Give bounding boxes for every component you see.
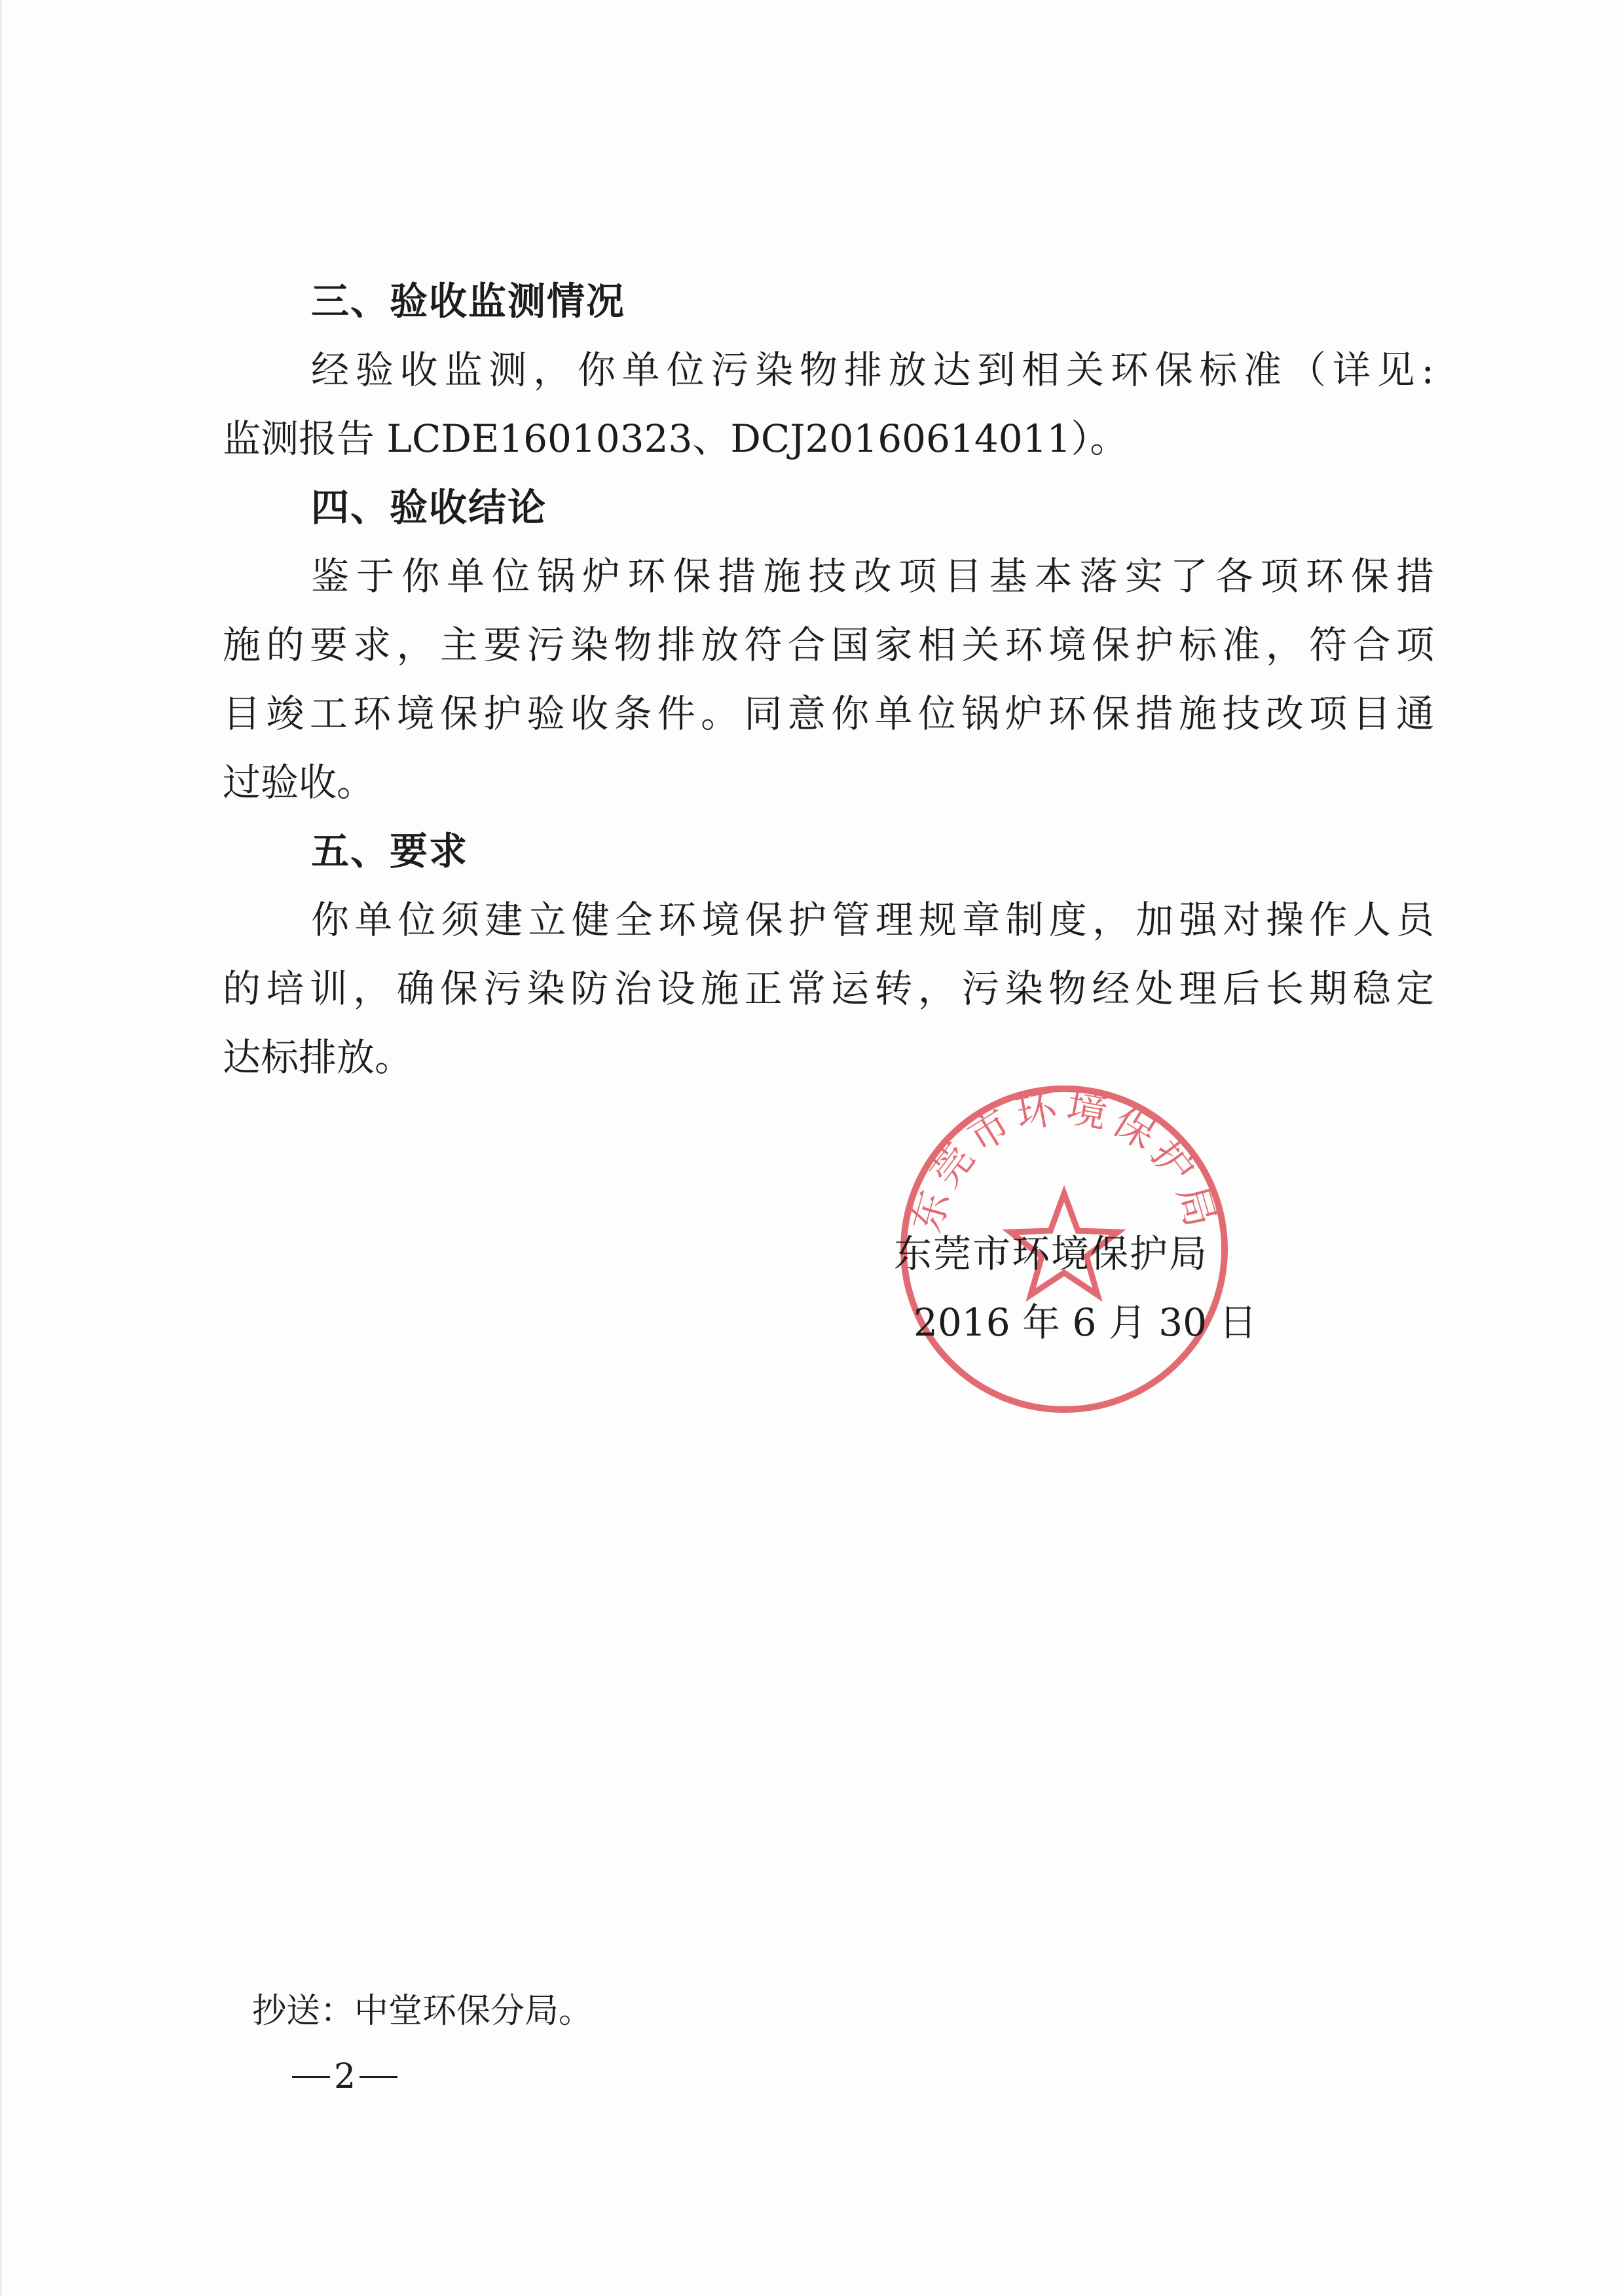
page-number bbox=[288, 2056, 401, 2098]
issuing-organization: 东莞市环境保护局 bbox=[894, 1231, 1209, 1276]
paragraph-line: 鉴于你单位锅炉环保措施技改项目基本落实了各项环保措 bbox=[311, 554, 1434, 598]
page-number-dash-right bbox=[360, 2076, 397, 2078]
cc-line: 抄送：中堂环保分局。 bbox=[252, 1992, 593, 2031]
page-number-dash-left bbox=[292, 2076, 330, 2078]
paragraph-line: 经验收监测，你单位污染物排放达到相关环保标准（详见: bbox=[311, 348, 1434, 392]
paragraph-line: 监测报告 LCDE16010323、DCJ20160614011）。 bbox=[223, 416, 1128, 461]
paragraph-line: 施的要求，主要污染物排放符合国家相关环境保护标准，符合项 bbox=[223, 623, 1434, 667]
section-heading-5: 五、要求 bbox=[311, 829, 469, 873]
paragraph-line: 你单位须建立健全环境保护管理规章制度，加强对操作人员 bbox=[311, 898, 1434, 942]
paragraph-line: 的培训，确保污染防治设施正常运转，污染物经处理后长期稳定 bbox=[223, 966, 1434, 1011]
section-heading-4: 四、验收结论 bbox=[311, 485, 547, 530]
section-heading-3: 三、验收监测情况 bbox=[311, 279, 626, 323]
seal-arc-text: 东莞市环境保护局 bbox=[901, 1083, 1227, 1237]
paragraph-line: 达标排放。 bbox=[223, 1035, 413, 1080]
scan-left-edge bbox=[0, 0, 2, 2296]
issue-date: 2016 年 6 月 30 日 bbox=[913, 1300, 1257, 1345]
paragraph-line: 目竣工环境保护验收条件。同意你单位锅炉环保措施技改项目通 bbox=[223, 691, 1434, 736]
paragraph-line: 过验收。 bbox=[223, 760, 375, 805]
page-number-value: 2 bbox=[334, 2057, 356, 2096]
